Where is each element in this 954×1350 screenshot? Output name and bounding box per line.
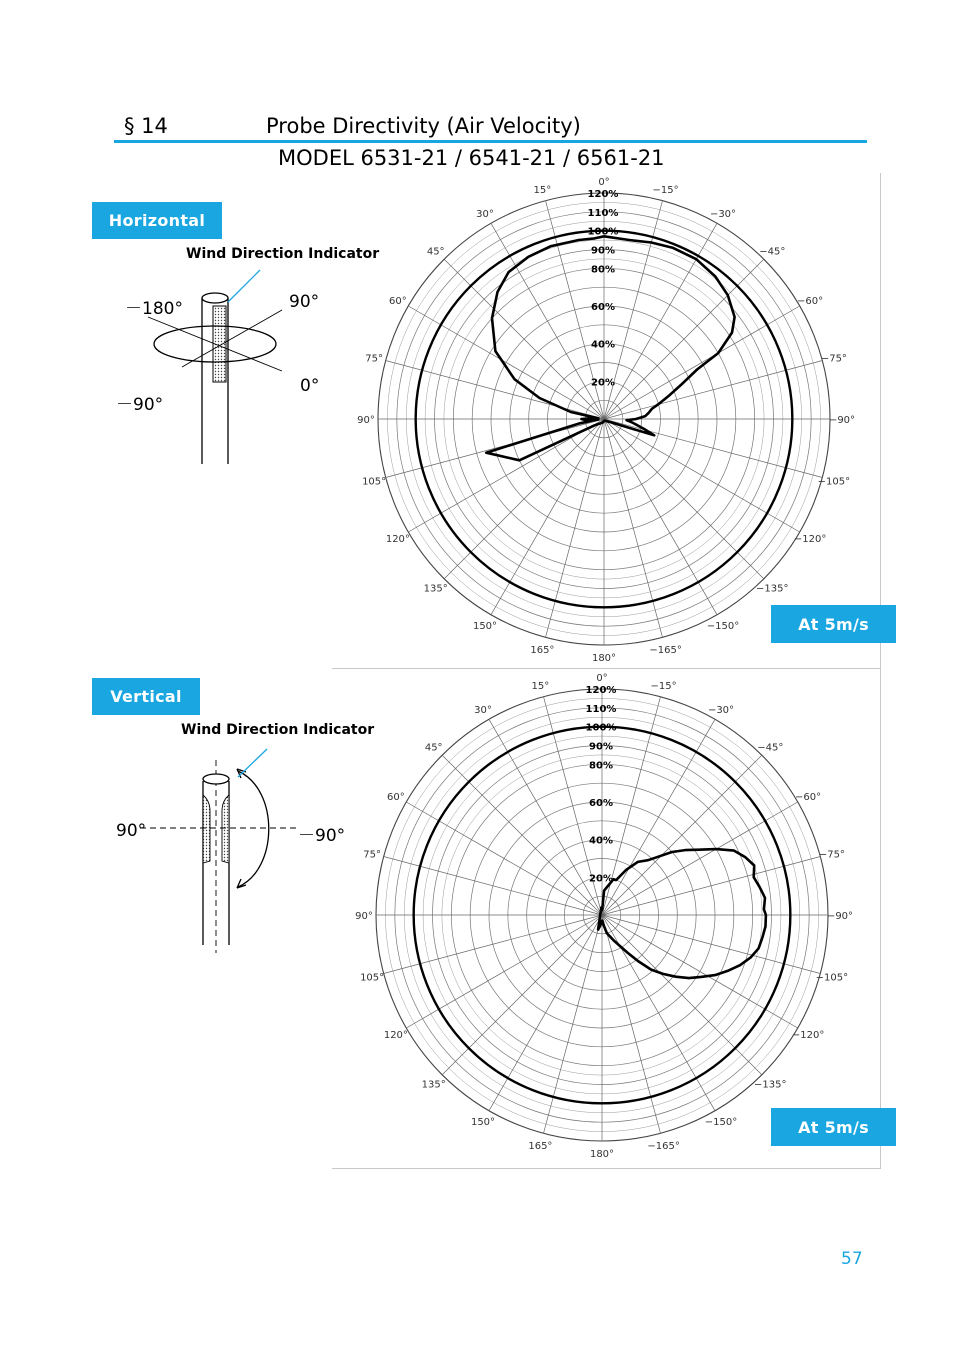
grid-spoke: [604, 419, 764, 579]
horizontal-badge: Horizontal: [92, 202, 222, 239]
angle-label: −75°: [820, 353, 847, 365]
angle-label: 45°: [426, 246, 445, 258]
radial-label: 20%: [591, 377, 615, 389]
radial-label: 100%: [587, 226, 619, 238]
angle-label: 165°: [530, 644, 555, 656]
grid-spoke: [444, 259, 604, 419]
angle-label: 90°: [357, 415, 375, 426]
angle-label-0: 0°: [300, 376, 320, 396]
radial-label: 120%: [585, 685, 617, 696]
radial-label: 60%: [591, 302, 615, 313]
grid-spoke: [406, 915, 602, 1028]
page-number: 57: [841, 1249, 863, 1269]
angle-label: −15°: [652, 185, 679, 197]
section-number: § 14: [124, 114, 168, 138]
angle-label: −165°: [649, 644, 682, 656]
angle-label-neg180: －180°: [125, 299, 183, 319]
grid-spoke: [491, 223, 604, 419]
angle-label: −105°: [817, 476, 851, 488]
wind-direction-indicator-label: Wind Direction Indicator: [186, 246, 380, 262]
angle-label: 165°: [528, 1140, 553, 1152]
vertical-probe-diagram: [100, 745, 340, 955]
vertical-badge: Vertical: [92, 678, 200, 715]
grid-spoke: [604, 223, 717, 419]
angle-label: −120°: [793, 534, 827, 545]
radial-label: 20%: [589, 873, 613, 885]
radial-label: 40%: [589, 835, 613, 847]
angle-label: −15°: [650, 681, 677, 693]
radial-label: 90%: [591, 245, 615, 257]
grid-spoke: [406, 802, 602, 915]
grid-spoke: [602, 802, 798, 915]
grid-spoke: [604, 306, 800, 419]
radial-label: 90%: [589, 741, 613, 753]
angle-label: −120°: [791, 1030, 825, 1041]
angle-label: 75°: [365, 353, 383, 365]
polar-chart-vertical: [332, 668, 880, 1168]
grid-spoke: [442, 915, 602, 1075]
speed-badge: At 5m/s: [771, 605, 896, 643]
model-title: MODEL 6531-21 / 6541-21 / 6561-21: [278, 146, 665, 170]
angle-label: −30°: [709, 208, 737, 220]
wind-direction-indicator-label: Wind Direction Indicator: [181, 722, 375, 738]
angle-label: 90°: [355, 911, 373, 922]
radial-label: 80%: [589, 760, 613, 772]
angle-label: 135°: [423, 583, 448, 595]
polar-grid: [376, 689, 828, 1141]
grid-spoke: [604, 419, 800, 532]
angle-label: 60°: [387, 792, 405, 803]
grid-spoke: [489, 719, 602, 915]
angle-label: −45°: [757, 742, 784, 754]
grid-spoke: [602, 755, 762, 915]
angle-label: 30°: [476, 208, 494, 220]
angle-label-neg90: －90°: [116, 395, 164, 415]
angle-label: 120°: [385, 534, 410, 545]
angle-label: −150°: [704, 1117, 738, 1129]
angle-label: 15°: [531, 681, 550, 693]
angle-label: −45°: [759, 246, 786, 258]
grid-spoke: [604, 419, 717, 615]
angle-label: −60°: [795, 792, 822, 803]
angle-label: −165°: [647, 1140, 680, 1152]
angle-label: −105°: [815, 972, 849, 984]
angle-label: 0°: [598, 177, 610, 188]
angle-label: 30°: [474, 704, 492, 716]
angle-label: −135°: [754, 1079, 787, 1091]
angle-label: 0°: [596, 673, 608, 684]
angle-label: −75°: [818, 849, 845, 861]
angle-label: 45°: [424, 742, 443, 754]
angle-label: 180°: [589, 1149, 615, 1160]
angle-label: −135°: [756, 583, 789, 595]
angle-label: 15°: [533, 185, 552, 197]
angle-label: 180°: [591, 653, 617, 664]
angle-label: −60°: [797, 296, 824, 307]
polar-chart-horizontal: [332, 173, 880, 668]
grid-spoke: [408, 306, 604, 419]
radial-label: 60%: [589, 798, 613, 809]
angle-label: 150°: [472, 621, 498, 633]
angle-label: 105°: [362, 476, 387, 488]
radial-label: 100%: [585, 722, 617, 734]
angle-label: 135°: [421, 1079, 446, 1091]
grid-spoke: [602, 915, 762, 1075]
angle-label: 60°: [389, 296, 407, 307]
speed-badge: At 5m/s: [771, 1108, 896, 1146]
angle-label: 150°: [470, 1117, 496, 1129]
radial-label: 110%: [587, 207, 619, 219]
angle-label: 75°: [363, 849, 381, 861]
angle-label: −150°: [706, 621, 740, 633]
title-rule: [114, 140, 867, 143]
grid-spoke: [444, 419, 604, 579]
angle-label: −30°: [707, 704, 735, 716]
angle-label: 105°: [360, 972, 385, 984]
radial-label: 110%: [585, 703, 617, 715]
radial-label: 40%: [591, 339, 615, 351]
angle-label: −90°: [828, 415, 856, 426]
grid-spoke: [604, 259, 764, 419]
radial-label: 80%: [591, 264, 615, 276]
angle-label-90: 90°: [289, 292, 320, 312]
angle-label: −90°: [826, 911, 854, 922]
angle-label-neg90: －90°: [298, 826, 346, 846]
grid-spoke: [442, 755, 602, 915]
section-title: Probe Directivity (Air Velocity): [266, 114, 581, 138]
angle-label-90: 90°: [116, 821, 147, 841]
grid-spoke: [489, 915, 602, 1111]
grid-spoke: [602, 719, 715, 915]
polar-grid: [378, 193, 830, 645]
grid-spoke: [602, 915, 798, 1028]
radial-label: 120%: [587, 189, 619, 200]
angle-label: 120°: [383, 1030, 408, 1041]
